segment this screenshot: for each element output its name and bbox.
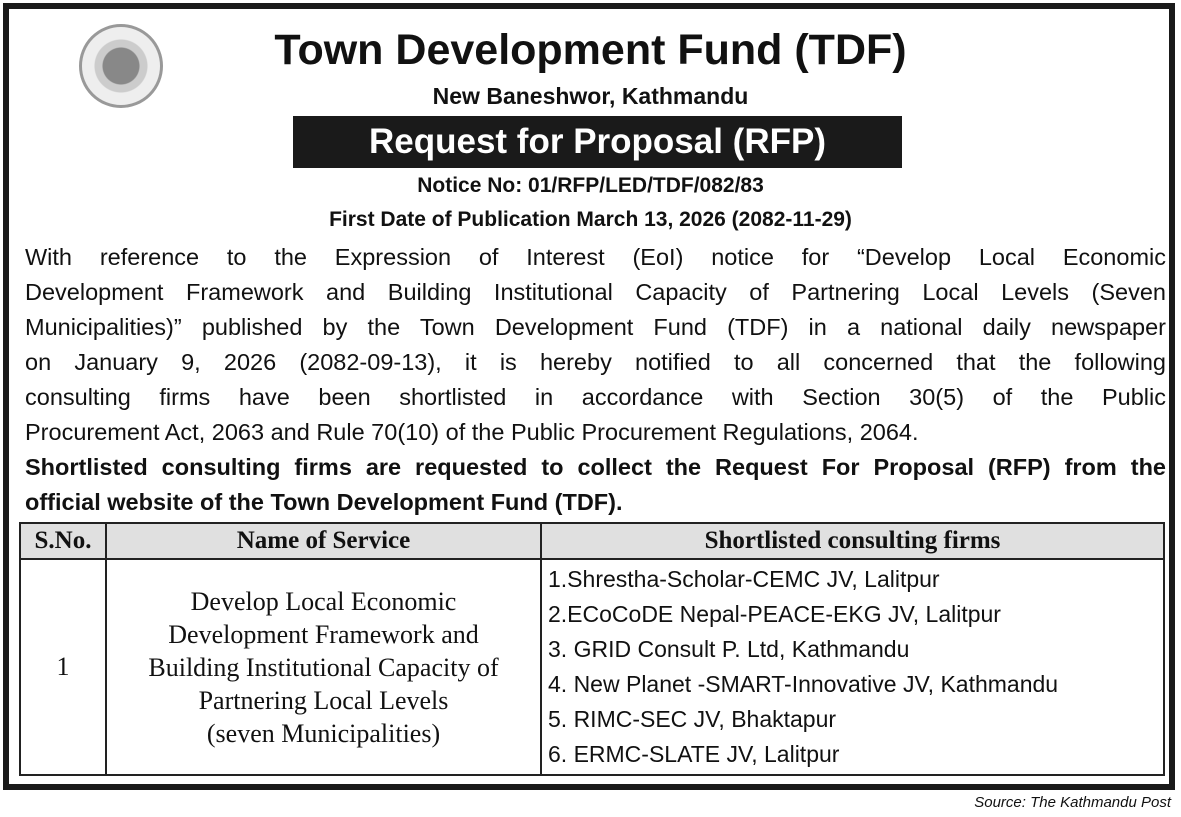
publication-date: First Date of Publication March 13, 2026 (2082-11-29) <box>329 208 852 231</box>
service-line: Develop Local Economic <box>190 586 457 616</box>
header-sno: S.No. <box>20 523 106 559</box>
organization-title: Town Development Fund (TDF) <box>274 26 907 74</box>
notice-number: Notice No: 01/RFP/LED/TDF/082/83 <box>417 174 764 197</box>
header-firms: Shortlisted consulting firms <box>541 523 1164 559</box>
service-line: (seven Municipalities) <box>206 718 441 748</box>
service-line: Building Institutional Capacity of <box>148 652 499 682</box>
firm-item: 3. GRID Consult P. Ltd, Kathmandu <box>548 636 910 662</box>
firm-item: 2.ECoCoDE Nepal-PEACE-EKG JV, Lalitpur <box>548 601 1001 627</box>
body-line: With reference to the Expression of Interest (EoI) notice for “Develop Local Economic <box>25 244 1166 270</box>
service-line: Development Framework and <box>168 619 479 649</box>
row-firms <box>541 559 1164 775</box>
table-header-row <box>20 523 1164 559</box>
rfp-banner: Request for Proposal (RFP) <box>293 116 902 168</box>
instruction-line: Shortlisted consulting firms are requested to collect the Request For Proposal (RFP) from the <box>25 454 1166 480</box>
firm-item: 1.Shrestha-Scholar-CEMC JV, Lalitpur <box>548 566 940 592</box>
notice-body <box>25 240 1166 520</box>
body-line: on January 9, 2026 (2082-09-13), it is hereby notified to all concerned that the following <box>25 349 1166 375</box>
header-service: Name of Service <box>106 523 541 559</box>
firm-item: 4. New Planet -SMART-Innovative JV, Kathmandu <box>548 671 1059 697</box>
row-sno: 1 <box>20 559 106 775</box>
source-credit: Source: The Kathmandu Post <box>974 794 1171 811</box>
body-line: Municipalities)” published by the Town Development Fund (TDF) in a national daily newspaper <box>25 314 1166 340</box>
body-line: Development Framework and Building Institutional Capacity of Partnering Local Levels (Seven <box>25 279 1166 305</box>
shortlist-table <box>19 522 1165 776</box>
body-line: Procurement Act, 2063 and Rule 70(10) of the Public Procurement Regulations, 2064. <box>25 419 919 445</box>
instruction-line: official website of the Town Development Fund (TDF). <box>25 489 623 515</box>
service-line: Partnering Local Levels <box>198 685 449 715</box>
row-service <box>106 559 541 775</box>
table-row <box>20 559 1164 775</box>
body-line: consulting firms have been shortlisted in accordance with Section 30(5) of the Public <box>25 384 1166 410</box>
organization-address: New Baneshwor, Kathmandu <box>432 83 749 109</box>
firm-item: 5. RIMC-SEC JV, Bhaktapur <box>548 706 837 732</box>
firm-item: 6. ERMC-SLATE JV, Lalitpur <box>548 741 840 767</box>
